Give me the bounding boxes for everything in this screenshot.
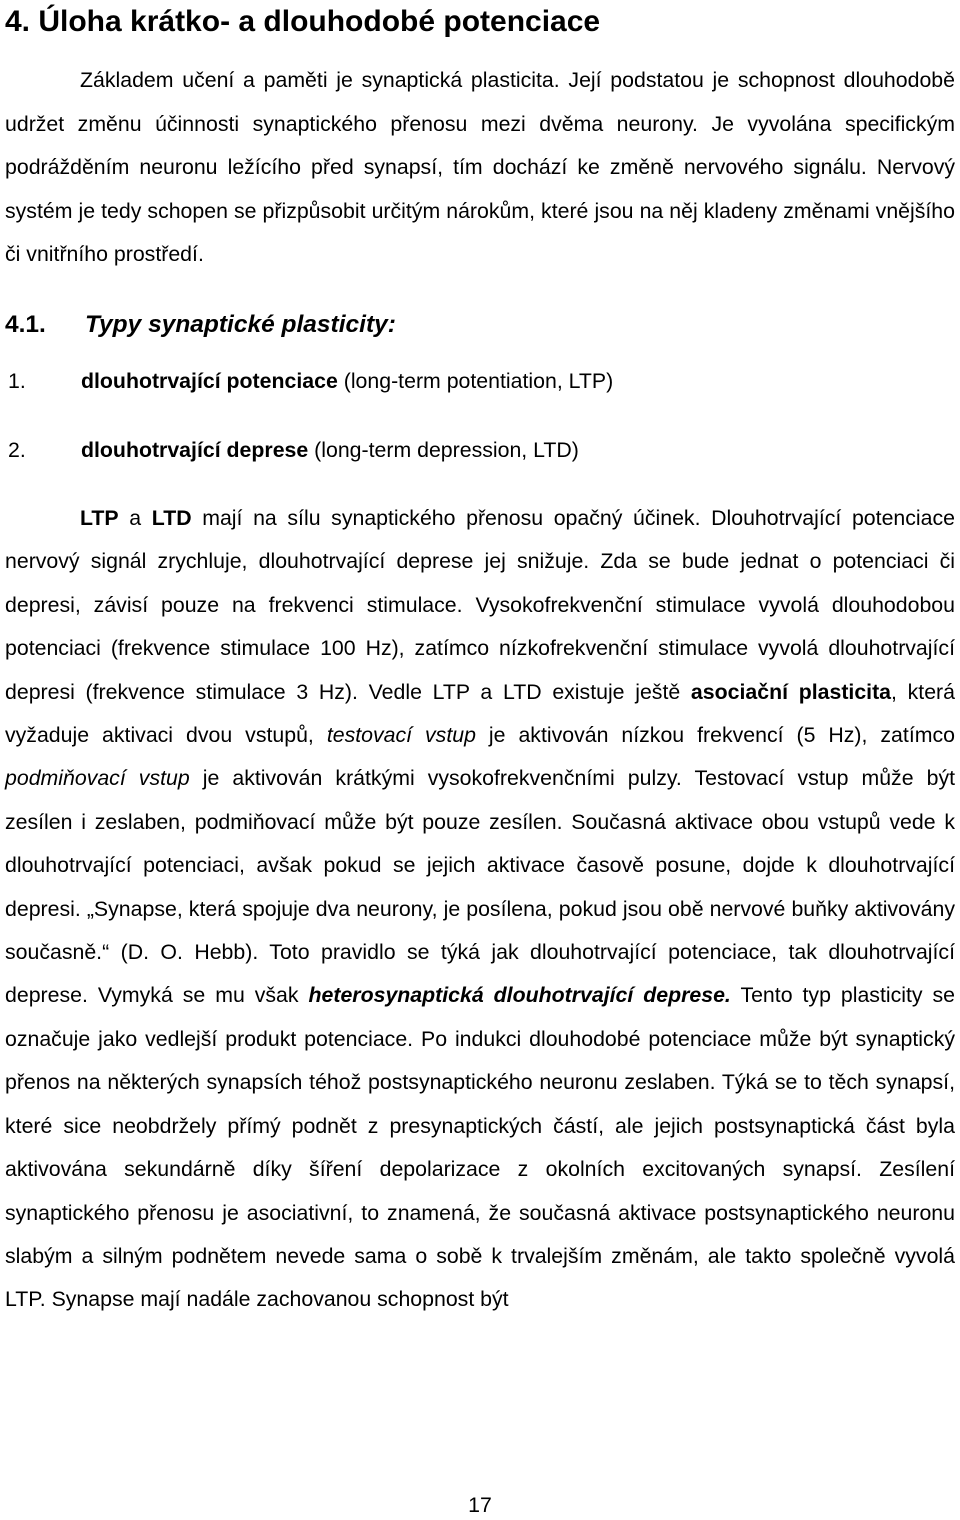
list-item-description: (long-term depression, LTD)	[308, 438, 579, 462]
text-run: je aktivován krátkými vysokofrekvenčními pulzy. Testovací vstup může být zesílen i zeslaben, podmiňovací může být pouze zesílen. Současná aktivace obou vstupů vede k dlouhotrvající potenciaci, avšak pokud se jejich aktivace časově posune, dojde k dlouhotrvající depresi. „Synapse, která spojuje dva neurony, je posílena, pokud jsou obě nervové buňky aktivovány současně.“ (D. O. Hebb). Toto pravidlo se týká jak dlouhotrvající potenciace, tak dlouhotrvající deprese. Vymyká se mu však	[5, 766, 956, 1008]
intro-paragraph: Základem učení a paměti je synaptická plasticita. Její podstatou je schopnost dlouhodobě udržet změnu účinnosti synaptického přenosu mezi dvěma neurony. Je vyvolána specifickým podrážděním neuronu ležícího před synapsí, tím dochází ke změně nervového signálu. Nervový systém je tedy schopen se přizpůsobit určitým nárokům, které jsou na něj kladeny změnami vnějšího či vnitřního prostředí.	[5, 68, 955, 266]
list-item-term: dlouhotrvající potenciace	[81, 369, 338, 393]
list-item	[8, 366, 613, 396]
text-run: , která vyžaduje aktivaci dvou vstupů,	[5, 679, 955, 748]
term-conditioning-input: podmiňovací vstup	[5, 766, 190, 791]
term-ltp: LTP	[80, 506, 119, 530]
term-ltd: LTD	[151, 506, 192, 530]
page-number: 17	[468, 1493, 492, 1517]
text-run: a	[118, 506, 152, 530]
term-test-input: testovací vstup	[326, 723, 476, 748]
section-heading	[5, 307, 396, 343]
section-title: Typy synaptické plasticity:	[85, 311, 396, 338]
text-run: mají na sílu synaptického přenosu opačný účinek. Dlouhotrvající potenciace nervový signál zrychluje, dlouhotrvající deprese jej snižuje. Zda se bude jednat o potenciaci či depresi, závisí pouze na frekvenci stimulace. Vysokofrekvenční stimulace vyvolá dlouhodobou potenciaci (frekvence stimulace 100 Hz), zatímco nízkofrekvenční stimulace vyvolá dlouhotrvající depresi (frekvence stimulace 3 Hz). Vedle LTP a LTD existuje ještě	[5, 506, 955, 704]
list-item-number: 2.	[8, 438, 26, 462]
term-associative-plasticity: asociační plasticita	[690, 679, 892, 704]
term-heterosynaptic-depression: heterosynaptická dlouhotrvající deprese.	[308, 983, 731, 1008]
body-paragraph	[5, 497, 955, 1322]
list-item-number: 1.	[8, 369, 26, 393]
section-number: 4.1.	[5, 311, 46, 338]
list-item	[8, 435, 579, 465]
text-run: je aktivován nízkou frekvencí (5 Hz), zatímco	[475, 723, 955, 748]
list-item-description: (long-term potentiation, LTP)	[337, 369, 614, 393]
list-item-term: dlouhotrvající deprese	[81, 438, 309, 462]
chapter-heading: 4. Úloha krátko- a dlouhodobé potenciace	[5, 5, 601, 38]
text-run: Tento typ plasticity se označuje jako vedlejší produkt potenciace. Po indukci dlouhodobé potenciace může být synaptický přenos na některých synapsích téhož postsynaptického neuronu zeslaben. Týká se to těch synapsí, které sice neobdržely přímý podnět z presynaptických částí, ale jejich postsynaptická část byla aktivována sekundárně díky šíření depolarizace z okolních excitovaných synapsí. Zesílení synaptického přenosu je asociativní, to znamená, že současná aktivace postsynaptického neuronu slabým a silným podnětem nevede sama o sobě k trvalejším změnám, ale takto společně vyvolá LTP. Synapse mají nadále zachovanou schopnost být	[5, 983, 955, 1312]
